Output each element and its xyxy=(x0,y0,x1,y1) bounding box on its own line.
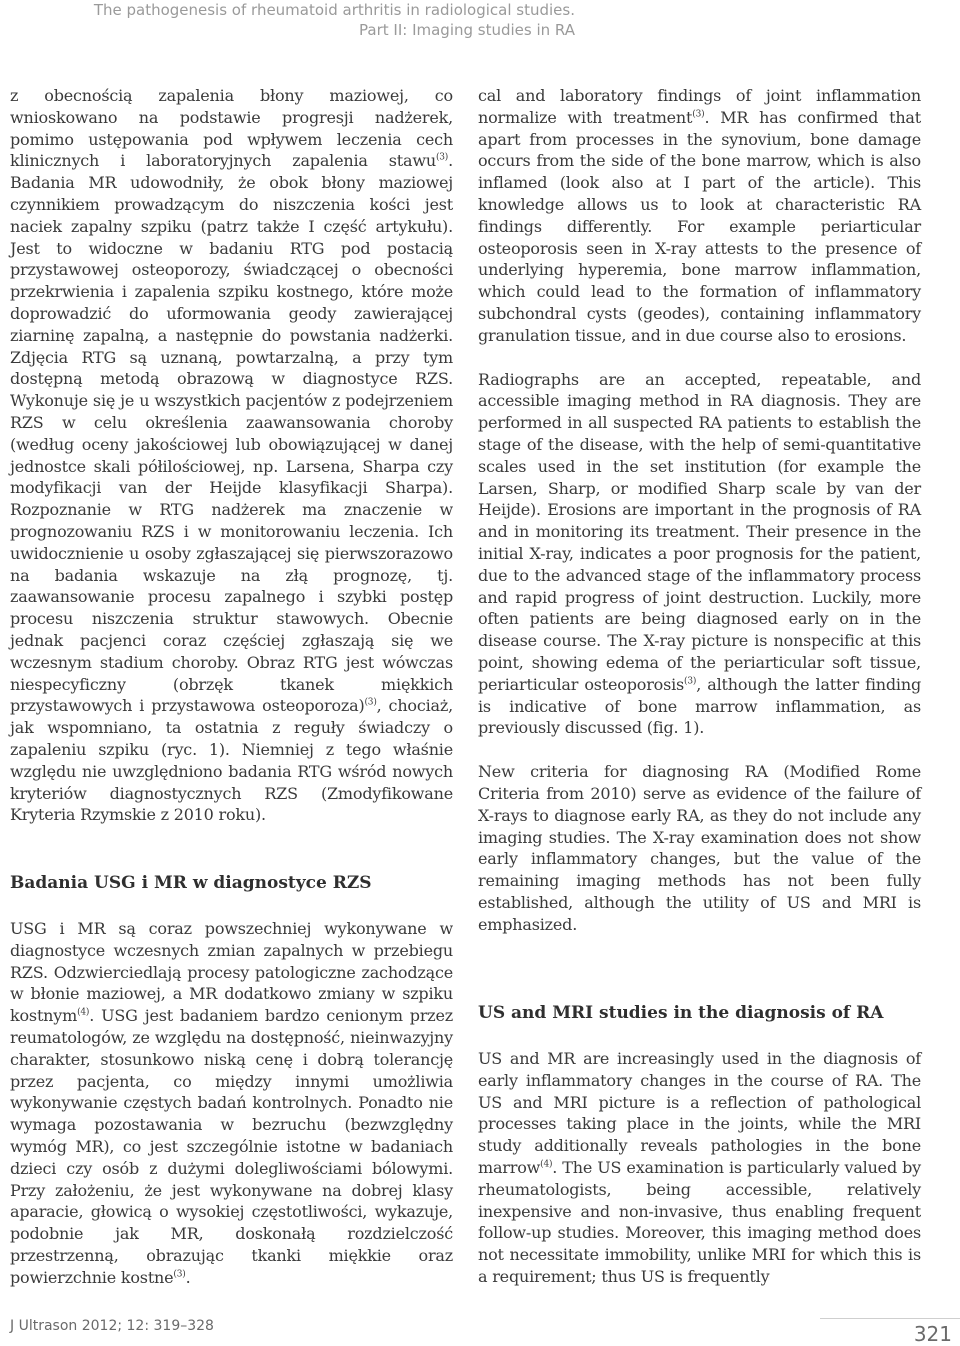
running-header xyxy=(15,0,575,40)
left-column-lower xyxy=(10,918,453,1289)
section-heading-en: US and MRI studies in the diagnosis of RA xyxy=(478,1003,884,1023)
left-column xyxy=(10,85,453,826)
right-column-lower xyxy=(478,1048,921,1288)
right-paragraph-1: cal and laboratory findings of joint inflammation normalize with treatment$^{(3)}$. MR has confirmed that apart from processes in the synovium, bone damage occurs from the side of the bone marrow, which is also inflamed (look also at I part of the article). This knowledge allows us to look at characteristic RA findings differently. For example periarticular osteoporosis seen in X-ray attests to the presence of underlying hyperemia, bone marrow inflammation, which could lead to the formation of inflammatory subchondral cysts (geodes), containing inflammatory granulation tissue, and in due course also to erosions. xyxy=(478,86,921,345)
left-paragraph-1: z obecnością zapalenia błony maziowej, co wnioskowano na podstawie progresji nadżerek, pomimo ustępowania pod wpływem leczenia cech klinicznych i laboratoryjnych zapalenia stawu$^{(3)}$. Badania MR udowodniły, że obok błony maziowej czynnikiem prowadzącym do niszczenia kości jest naciek zapalny szpiku (patrz także I część artykułu). Jest to widoczne w badaniu RTG pod postacią przystawowej osteoporozy, świadczącej o obecności przekrwienia i zapalenia szpiku kostnego, które może doprowadzić do uformowania geody zawierającej ziarninę zapalną, a następnie do powstania nadżerki. Zdjęcia RTG są uznaną, powtarzalną, a przy tym dostępną metodą obrazową w diagnostyce RZS. Wykonuje się je u wszystkich pacjentów z podejrzeniem RZS w celu określenia zaawansowania choroby (według oceny jakościowej lub obowiązującej w danej jednostce skali półilościowej, np. Larsena, Sharpa czy modyfikacji van der Heijde klasyfikacji Sharpa). Rozpoznanie w RTG nadżerek ma znaczenie w prognozowaniu RZS i w monitorowaniu leczenia. Ich uwidocznienie u osoby zgłaszającej się pierwszorazowo na badania wskazuje na złą prognozę, tj. zaawansowanie procesu zapalnego i szybki postęp procesu niszczenia struktur stawowych. Obecnie jednak pacjenci coraz częściej zgłaszają się we wczesnym stadium choroby. Obraz RTG jest wówczas niespecyficzny (obrzęk tkanek miękkich przystawowych i przystawowa osteoporoza)$^{(3)}$, chociaż, jak wspomniano, ta ostatnia z reguły świadczy o zapaleniu szpiku (ryc. 1). Niemniej z tego właśnie względu nie uwzględniono badania RTG wśród nowych kryteriów diagnostycznych RZS (Zmodyfikowane Kryteria Rzymskie z 2010 roku). xyxy=(10,86,453,825)
page-number: 321 xyxy=(913,1322,952,1346)
running-header-line-2: Part II: Imaging studies in RA xyxy=(359,21,575,39)
right-paragraph-2: Radiographs are an accepted, repeatable, and accessible imaging method in RA diagnosis. They are performed in all suspected RA patients to establish the stage of the disease, with the help of semi-quantitative scales used in the set institution (for example the Larsen, Sharp, or modified Sharp scale by van der Heijde). Erosions are important in the prognosis of RA and in monitoring its treatment. Their presence in the initial X-ray, indicates a poor prognosis for the patient, due to the advanced stage of the inflammatory process and rapid progress of joint destruction. Luckily, more often patients are being diagnosed early on in the disease course. The X-ray picture is nonspecific at this point, showing edema of the periarticular soft tissue, periarticular osteoporosis$^{(3)}$, although the latter finding is indicative of bone marrow inflammation, as previously discussed (fig. 1). xyxy=(478,369,921,738)
running-header-line-1: The pathogenesis of rheumatoid arthritis in radiological studies. xyxy=(93,1,575,19)
left-paragraph-2: USG i MR są coraz powszechniej wykonywane w diagnostyce wczesnych zmian zapalnych w przebiegu RZS. Odzwierciedlają procesy patologiczne zachodzące w błonie maziowej, a MR dodatkowo zmiany w szpiku kostnym$^{(4)}$. USG jest badaniem bardzo cenionym przez reumatologów, ze względu na dostępność, nieinwazyjny charakter, stosunkowo niską cenę i dobrą tolerancję przez pacjenta, co między innymi umożliwia wykonywanie częstych badań kontrolnych. Ponadto nie wymaga pozostawania w bezruchu (bezwzględny wymóg MR), co jest szczególnie istotne w badaniach dzieci czy osób z dużymi dolegliwościami bólowymi. Przy założeniu, że jest wykonywane na dobrej klasy aparacie, głowicą o wysokiej częstotliwości, wykazuje, podobnie jak MR, doskonałą rozdzielczość przestrzenną, obrazując tkanki miękkie oraz powierzchnie kostne$^{(3)}$. xyxy=(10,919,453,1287)
right-column xyxy=(478,85,921,935)
right-paragraph-3: New criteria for diagnosing RA (Modified Rome Criteria from 2010) serve as evidence of the failure of X-rays to diagnose early RA, as they do not include any imaging studies. The X-ray examination does not show early inflammatory changes, but the value of the remaining imaging methods has not been fully established, although the utility of US and MRI is emphasized. xyxy=(478,762,921,934)
journal-citation: J Ultrason 2012; 12: 319–328 xyxy=(10,1318,214,1334)
footer-divider xyxy=(820,1318,960,1319)
section-heading-pl: Badania USG i MR w diagnostyce RZS xyxy=(10,873,372,893)
right-paragraph-4: US and MR are increasingly used in the diagnosis of early inflammatory changes in the course of RA. The US and MRI picture is a reflection of pathological processes taking place in the joints, while the MRI study additionally reveals pathologies in the bone marrow$^{(4)}$. The US examination is particularly valued by rheumatologists, being accessible, relatively inexpensive and non-invasive, thus enabling frequent follow-up studies. Moreover, this imaging method does not necessitate immobility, unlike MRI for which this is a requirement; thus US is frequently xyxy=(478,1049,921,1286)
